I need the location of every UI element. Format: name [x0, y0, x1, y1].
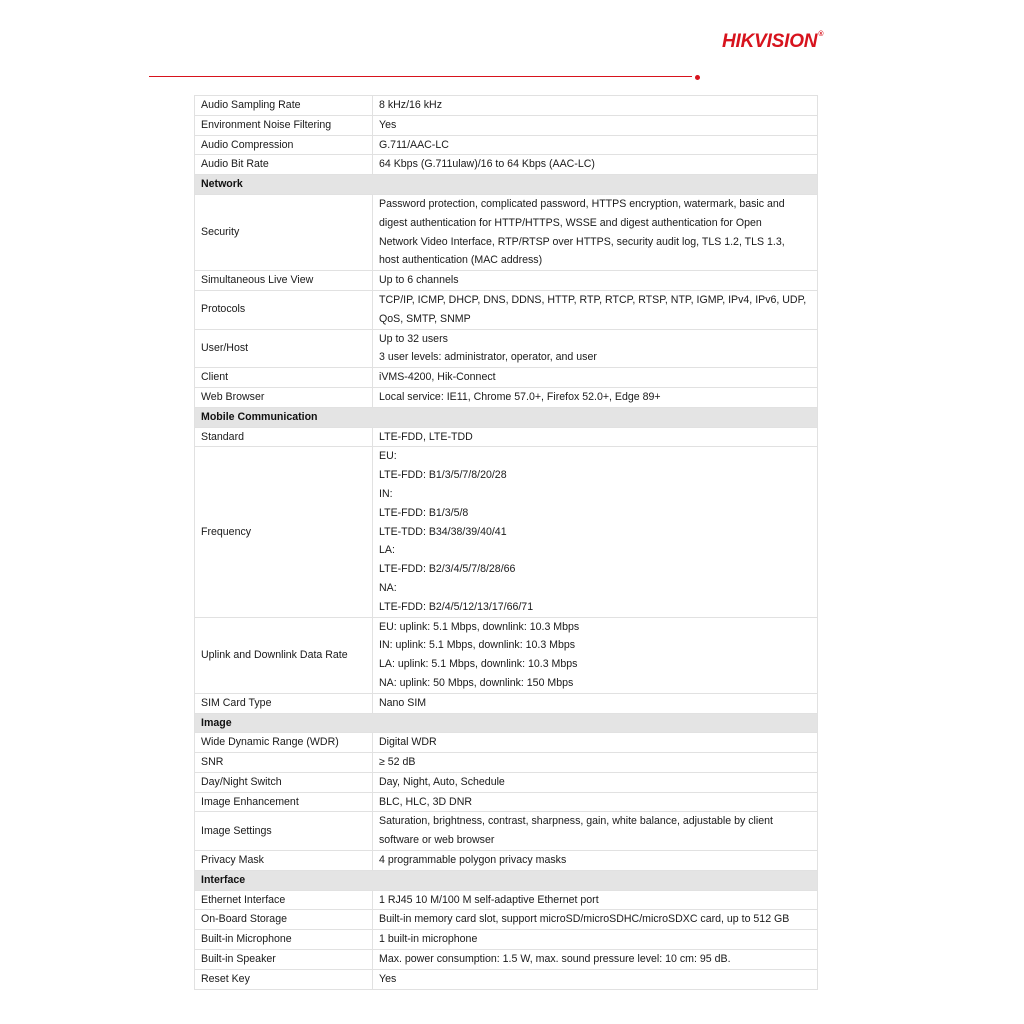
spec-label: Web Browser	[195, 387, 373, 407]
spec-row	[195, 792, 818, 812]
spec-row	[195, 812, 818, 851]
spec-label: Security	[195, 194, 373, 270]
spec-row	[195, 753, 818, 773]
section-title: Mobile Communication	[195, 407, 818, 427]
spec-row	[195, 290, 818, 329]
hikvision-logo: HIKVISION®	[722, 31, 824, 52]
spec-row	[195, 427, 818, 447]
spec-label: Standard	[195, 427, 373, 447]
spec-label: Wide Dynamic Range (WDR)	[195, 733, 373, 753]
section-title: Image	[195, 713, 818, 733]
spec-value: Saturation, brightness, contrast, sharpness, gain, white balance, adjustable by client software or web browser	[373, 812, 818, 851]
spec-label: Audio Sampling Rate	[195, 96, 373, 116]
spec-row	[195, 96, 818, 116]
section-title: Interface	[195, 870, 818, 890]
spec-row	[195, 387, 818, 407]
spec-label: Privacy Mask	[195, 851, 373, 871]
spec-row	[195, 368, 818, 388]
spec-value: Max. power consumption: 1.5 W, max. sound pressure level: 10 cm: 95 dB.	[373, 950, 818, 970]
spec-value: Local service: IE11, Chrome 57.0+, Firefox 52.0+, Edge 89+	[373, 387, 818, 407]
spec-label: On-Board Storage	[195, 910, 373, 930]
spec-value: Day, Night, Auto, Schedule	[373, 772, 818, 792]
spec-row	[195, 733, 818, 753]
spec-label: Day/Night Switch	[195, 772, 373, 792]
spec-value: 1 built-in microphone	[373, 930, 818, 950]
spec-row	[195, 890, 818, 910]
spec-row	[195, 693, 818, 713]
spec-row	[195, 447, 818, 617]
spec-value: TCP/IP, ICMP, DHCP, DNS, DDNS, HTTP, RTP, RTCP, RTSP, NTP, IGMP, IPv4, IPv6, UDP, QoS, SMTP, SNMP	[373, 290, 818, 329]
spec-label: Environment Noise Filtering	[195, 115, 373, 135]
spec-label: Frequency	[195, 447, 373, 617]
spec-row	[195, 969, 818, 989]
spec-label: Audio Bit Rate	[195, 155, 373, 175]
spec-value: Digital WDR	[373, 733, 818, 753]
spec-value: Up to 6 channels	[373, 271, 818, 291]
spec-label: Audio Compression	[195, 135, 373, 155]
spec-label: Image Enhancement	[195, 792, 373, 812]
spec-label: Protocols	[195, 290, 373, 329]
spec-value: ≥ 52 dB	[373, 753, 818, 773]
spec-row	[195, 910, 818, 930]
spec-row	[195, 271, 818, 291]
spec-label: User/Host	[195, 329, 373, 368]
spec-row	[195, 135, 818, 155]
spec-label: Built-in Speaker	[195, 950, 373, 970]
spec-value: EU: LTE-FDD: B1/3/5/7/8/20/28 IN: LTE-FDD: B1/3/5/8 LTE-TDD: B34/38/39/40/41 LA: LTE-FDD: B2/3/4/5/7/8/28/66 NA: LTE-FDD: B2/4/5/12/13/17/66/71	[373, 447, 818, 617]
header-divider	[149, 76, 692, 77]
spec-row	[195, 851, 818, 871]
spec-value: Yes	[373, 969, 818, 989]
spec-value: 64 Kbps (G.711ulaw)/16 to 64 Kbps (AAC-LC)	[373, 155, 818, 175]
section-header	[195, 870, 818, 890]
spec-value: Up to 32 users 3 user levels: administrator, operator, and user	[373, 329, 818, 368]
spec-row	[195, 617, 818, 693]
spec-value: EU: uplink: 5.1 Mbps, downlink: 10.3 Mbps IN: uplink: 5.1 Mbps, downlink: 10.3 Mbps LA: uplink: 5.1 Mbps, downlink: 10.3 Mbps NA: uplink: 50 Mbps, downlink: 150 Mbps	[373, 617, 818, 693]
spec-label: Client	[195, 368, 373, 388]
spec-value: BLC, HLC, 3D DNR	[373, 792, 818, 812]
spec-row	[195, 772, 818, 792]
section-header	[195, 407, 818, 427]
spec-value: iVMS-4200, Hik-Connect	[373, 368, 818, 388]
spec-row	[195, 115, 818, 135]
spec-row	[195, 950, 818, 970]
header-divider-dot	[695, 75, 700, 80]
spec-value: Nano SIM	[373, 693, 818, 713]
spec-value: Built-in memory card slot, support microSD/microSDHC/microSDXC card, up to 512 GB	[373, 910, 818, 930]
spec-label: Built-in Microphone	[195, 930, 373, 950]
spec-label: Simultaneous Live View	[195, 271, 373, 291]
spec-label: Uplink and Downlink Data Rate	[195, 617, 373, 693]
spec-row	[195, 194, 818, 270]
spec-value: Password protection, complicated password, HTTPS encryption, watermark, basic and digest authentication for HTTP/HTTPS, WSSE and digest authentication for Open Network Video Interface, RTP/RTSP over HTTPS, security audit log, TLS 1.2, TLS 1.3, host authentication (MAC address)	[373, 194, 818, 270]
spec-label: Reset Key	[195, 969, 373, 989]
spec-label: SIM Card Type	[195, 693, 373, 713]
spec-label: SNR	[195, 753, 373, 773]
spec-row	[195, 930, 818, 950]
spec-value: 1 RJ45 10 M/100 M self-adaptive Ethernet port	[373, 890, 818, 910]
section-header	[195, 713, 818, 733]
spec-row	[195, 155, 818, 175]
spec-label: Image Settings	[195, 812, 373, 851]
spec-value: 8 kHz/16 kHz	[373, 96, 818, 116]
spec-table	[194, 95, 818, 990]
spec-label: Ethernet Interface	[195, 890, 373, 910]
spec-value: Yes	[373, 115, 818, 135]
spec-value: LTE-FDD, LTE-TDD	[373, 427, 818, 447]
section-header	[195, 175, 818, 195]
spec-row	[195, 329, 818, 368]
section-title: Network	[195, 175, 818, 195]
spec-value: G.711/AAC-LC	[373, 135, 818, 155]
spec-value: 4 programmable polygon privacy masks	[373, 851, 818, 871]
